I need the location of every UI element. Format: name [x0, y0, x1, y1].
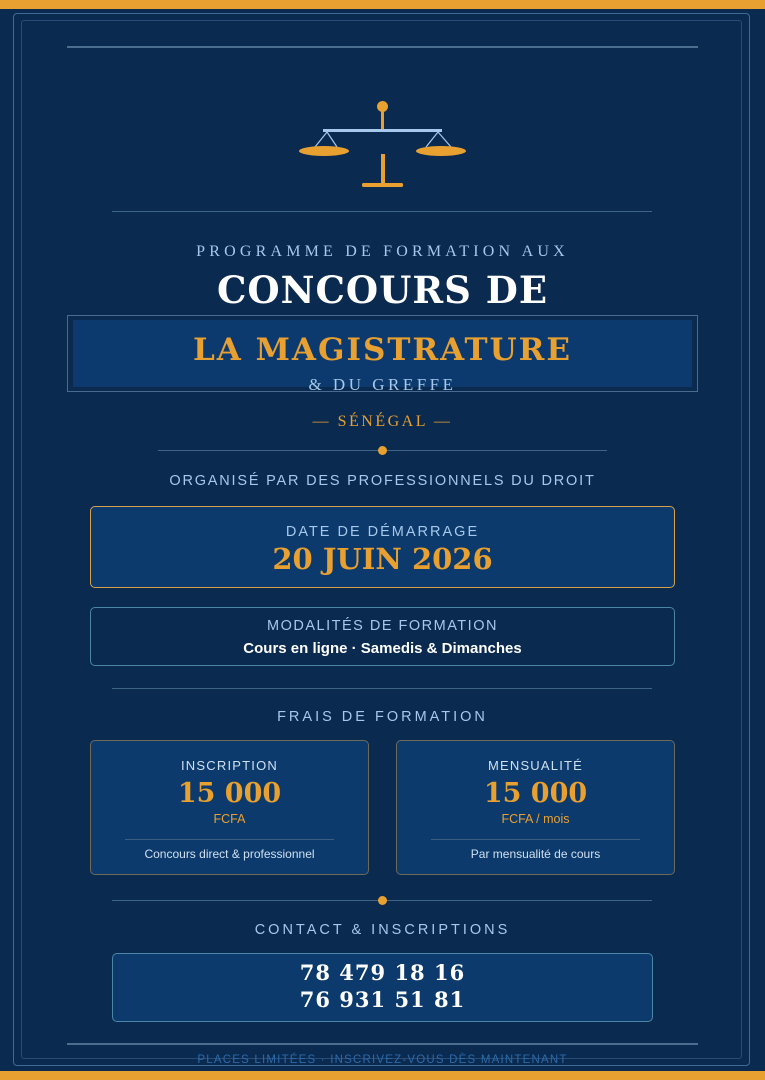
phone-number[interactable]: 78 479 18 16 — [299, 960, 466, 985]
highlight-subtitle: & DU GREFFE — [308, 375, 457, 394]
country-label: — SÉNÉGAL — — [312, 413, 453, 430]
fee-separator — [431, 839, 640, 840]
top-accent-bar — [0, 0, 765, 9]
fee-unit: FCFA — [213, 812, 246, 826]
top-divider — [67, 46, 698, 48]
scales-of-justice-icon — [297, 98, 468, 190]
modalities-value: Cours en ligne · Samedis & Dimanches — [243, 640, 522, 657]
bottom-divider — [67, 1043, 698, 1045]
fee-amount: 15 000 — [483, 778, 588, 809]
fee-label: INSCRIPTION — [181, 758, 278, 773]
highlight-title: LA MAGISTRATURE — [192, 332, 573, 368]
modalities-label: MODALITÉS DE FORMATION — [267, 618, 498, 634]
divider-dot — [378, 446, 387, 455]
main-title: CONCOURS DE — [216, 268, 549, 312]
fees-title: FRAIS DE FORMATION — [277, 709, 488, 725]
contact-title: CONTACT & INSCRIPTIONS — [254, 922, 511, 938]
fee-card-registration — [90, 740, 369, 875]
fee-note: Concours direct & professionnel — [144, 847, 315, 861]
start-date-label: DATE DE DÉMARRAGE — [285, 524, 480, 540]
fee-amount: 15 000 — [177, 778, 282, 809]
start-date-value: 20 JUIN 2026 — [272, 542, 493, 576]
divider-dot — [378, 896, 387, 905]
fee-note: Par mensualité de cours — [470, 847, 601, 861]
bottom-accent-bar — [0, 1071, 765, 1080]
fee-unit: FCFA / mois — [501, 812, 570, 826]
footer-text: PLACES LIMITÉES · INSCRIVEZ-VOUS DÈS MAINTENANT — [197, 1054, 568, 1066]
emblem-divider — [112, 211, 652, 212]
pre-title: PROGRAMME DE FORMATION AUX — [196, 243, 569, 260]
fees-divider — [112, 688, 652, 689]
organizer-text: ORGANISÉ PAR DES PROFESSIONNELS DU DROIT — [169, 473, 596, 489]
fee-separator — [125, 839, 334, 840]
fee-label: MENSUALITÉ — [487, 758, 584, 773]
modalities-box — [90, 607, 675, 666]
fee-card-monthly — [396, 740, 675, 875]
phone-number[interactable]: 76 931 51 81 — [299, 987, 466, 1012]
